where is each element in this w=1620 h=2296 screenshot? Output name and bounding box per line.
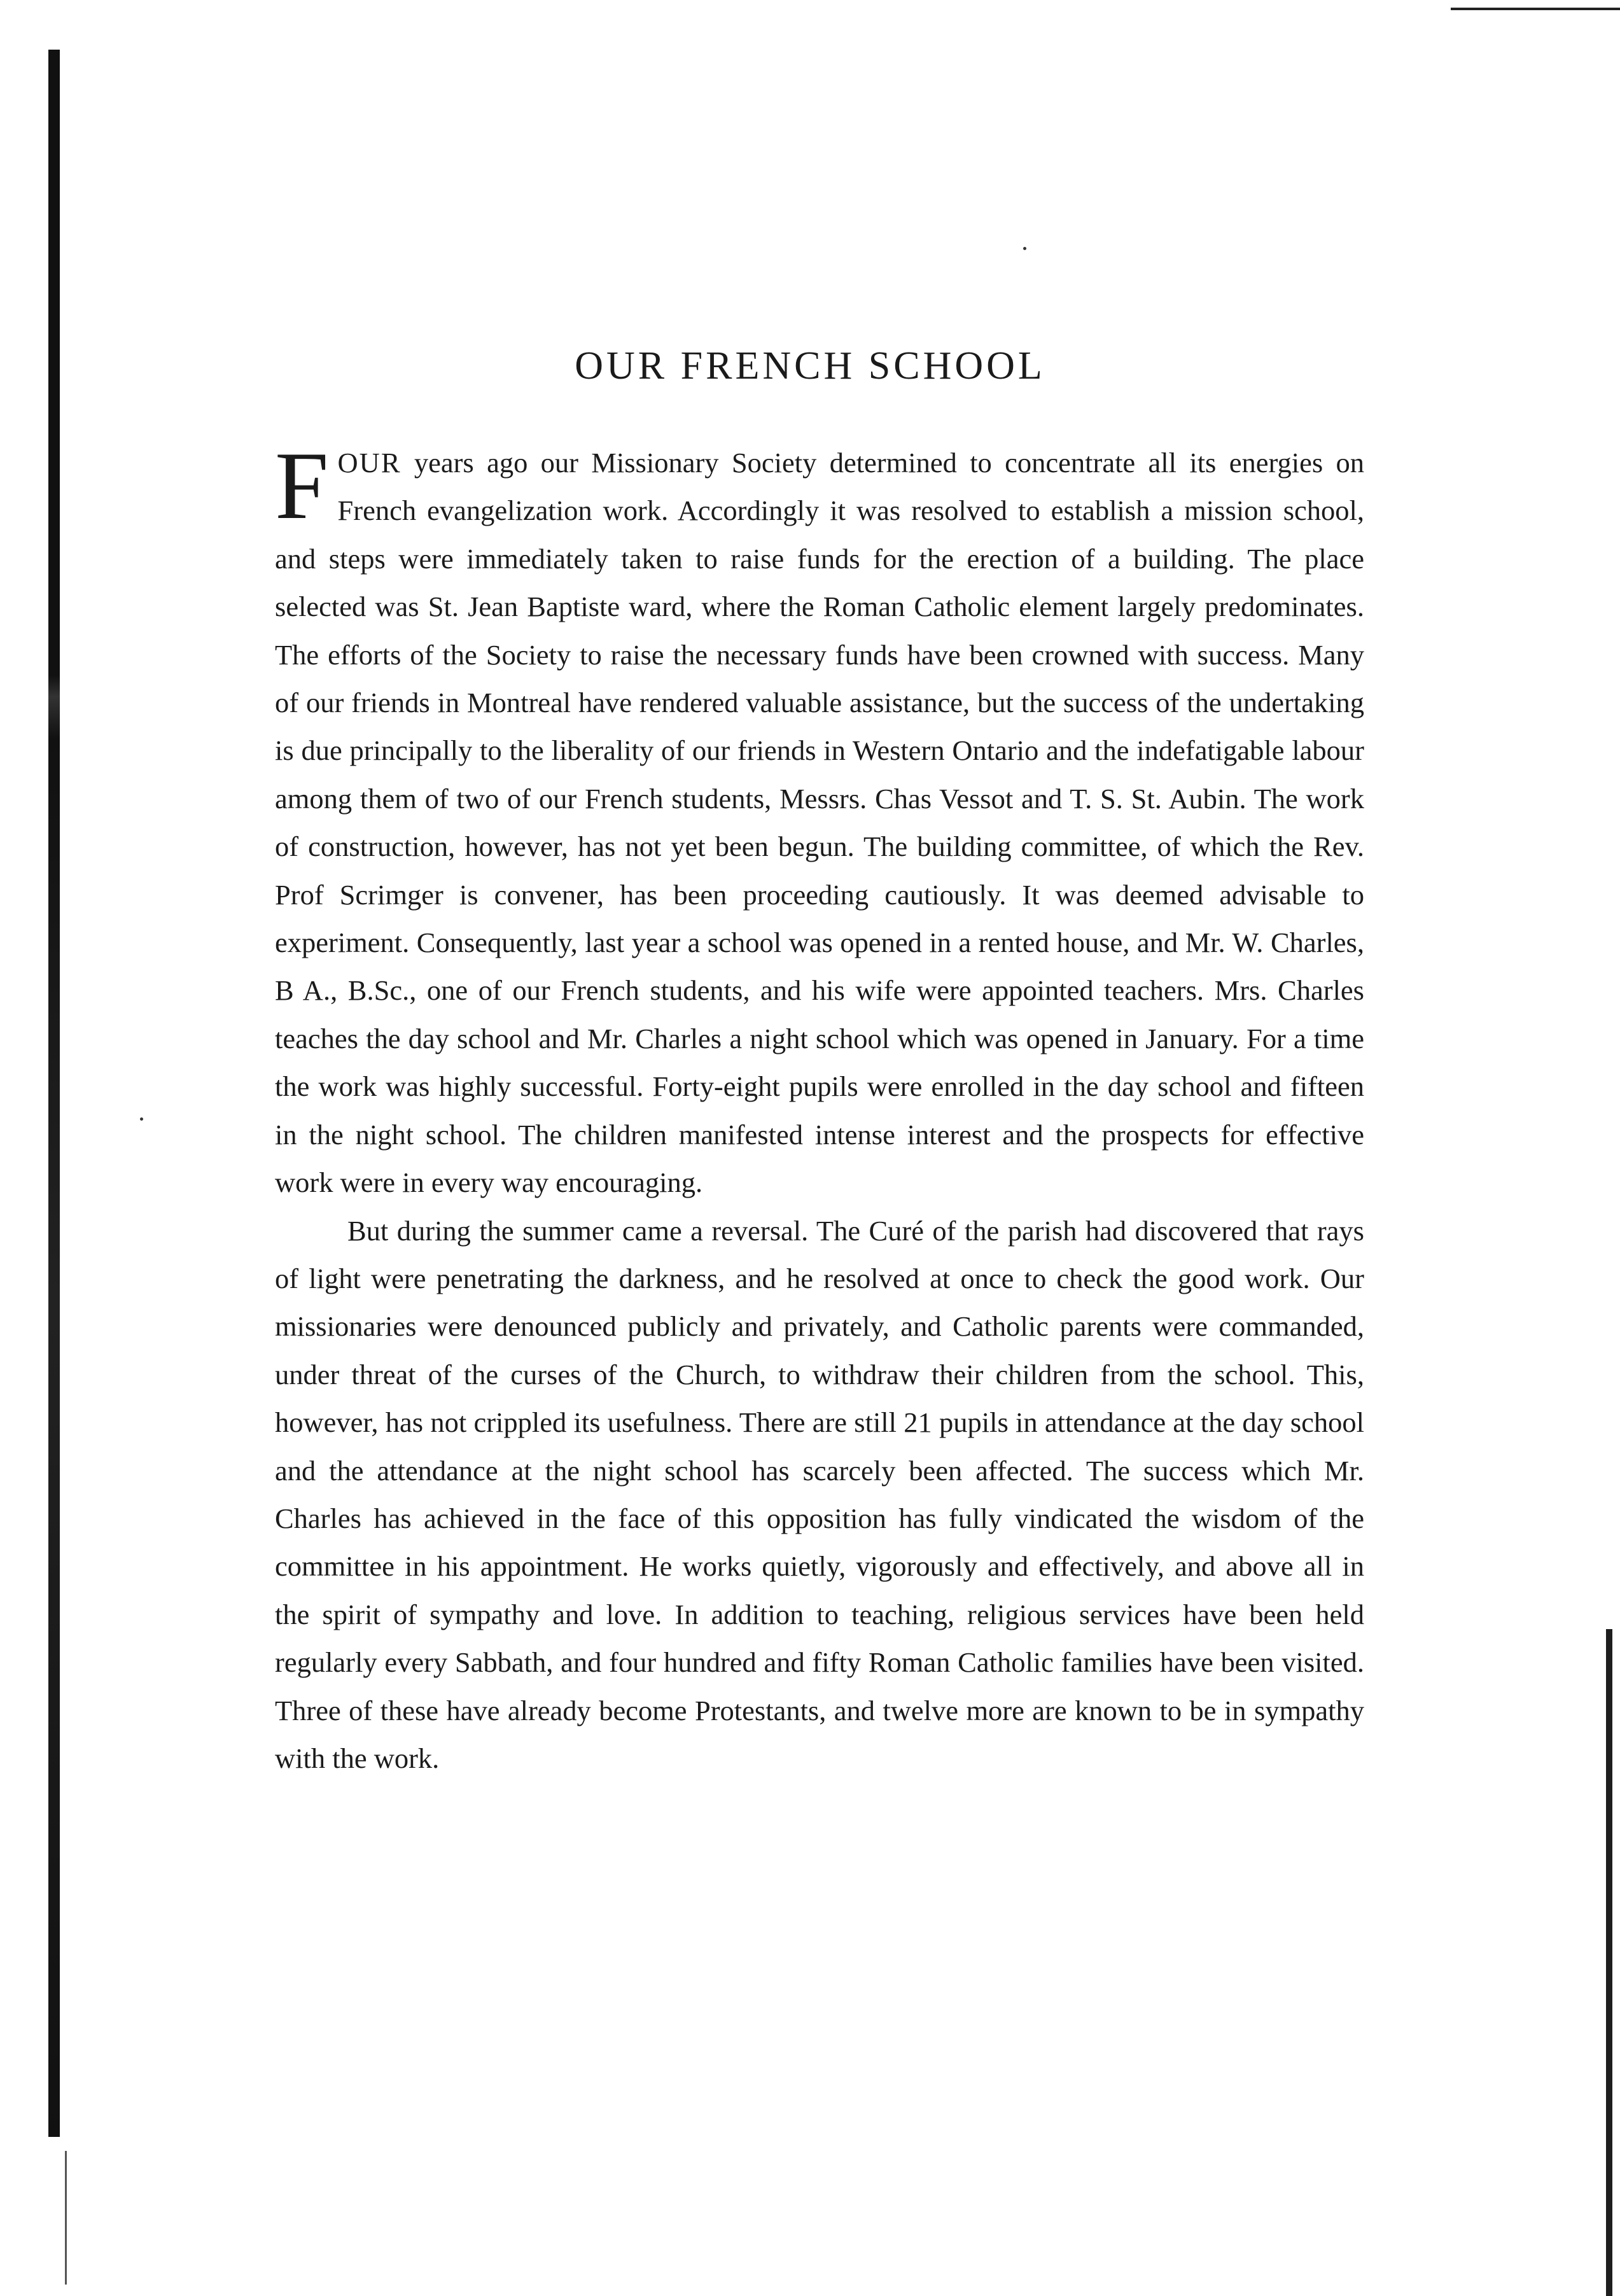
drop-cap: F [275, 432, 329, 539]
paragraph-2: But during the summer came a reversal. The Curé of the parish had discovered that rays of light were penetrating the darkness, and he resolved at once to check the good work. Our missionaries were denounced publicly and privately, and Catholic parents were commanded, under threat of the curses of the Church, to withdraw their children from the school. This, however, has not crippled its usefulness. There are still 21 pupils in attendance at the day school and the attendance at the night school has scarcely been affected. The success which Mr. Charles has achieved in the face of this opposition has fully vindicated the wisdom of the committee in his appointment. He works quietly, vigorously and effectively, and above all in the spirit of sympathy and love. In addition to teaching, religious services have been held regularly every Sabbath, and four hundred and fifty Roman Catholic families have been visited. Three of these have already become Protestants, and twelve more are known to be in sympathy with the work. [275, 1214, 1364, 1774]
left-binding-edge-lower [65, 2151, 67, 2285]
lead-capitals: OUR [337, 447, 402, 479]
right-page-edge [1606, 1629, 1612, 2296]
scan-speck [140, 1117, 143, 1121]
top-edge-rule [1451, 8, 1620, 10]
paragraph-1-text: years ago our Missionary Society determined to concentrate all its energies on French evangelization work. Accordingly it was resolved to establish a mission school, and steps were immediately taken to raise funds for the erection of a building. The place selected was St. Jean Baptiste ward, where the Roman Catholic element largely predominates. The efforts of the Society to raise the necessary funds have been crowned with success. Many of our friends in Montreal have rendered valuable assistance, but the success of the undertaking is due principally to the liberality of our friends in Western Ontario and the indefatigable labour among them of two of our French students, Messrs. Chas Vessot and T. S. St. Aubin. The work of construction, however, has not yet been begun. The building committee, of which the Rev. Prof Scrimger is convener, has been proceeding cautiously. It was deemed advisable to experiment. Consequently, last year a school was opened in a rented house, and Mr. W. Charles, B A., B.Sc., one of our French students, and his wife were appointed teachers. Mrs. Charles teaches the day school and Mr. Charles a night school which was opened in January. For a time the work was highly successful. Forty-eight pupils were enrolled in the day school and fifteen in the night school. The children manifested intense interest and the prospects for effective work were in every way encouraging. [275, 447, 1364, 1199]
paragraph-1 [275, 432, 1364, 1207]
article-body [275, 432, 1364, 1782]
scan-speck [1023, 247, 1026, 250]
page-title: OUR FRENCH SCHOOL [575, 344, 1045, 388]
